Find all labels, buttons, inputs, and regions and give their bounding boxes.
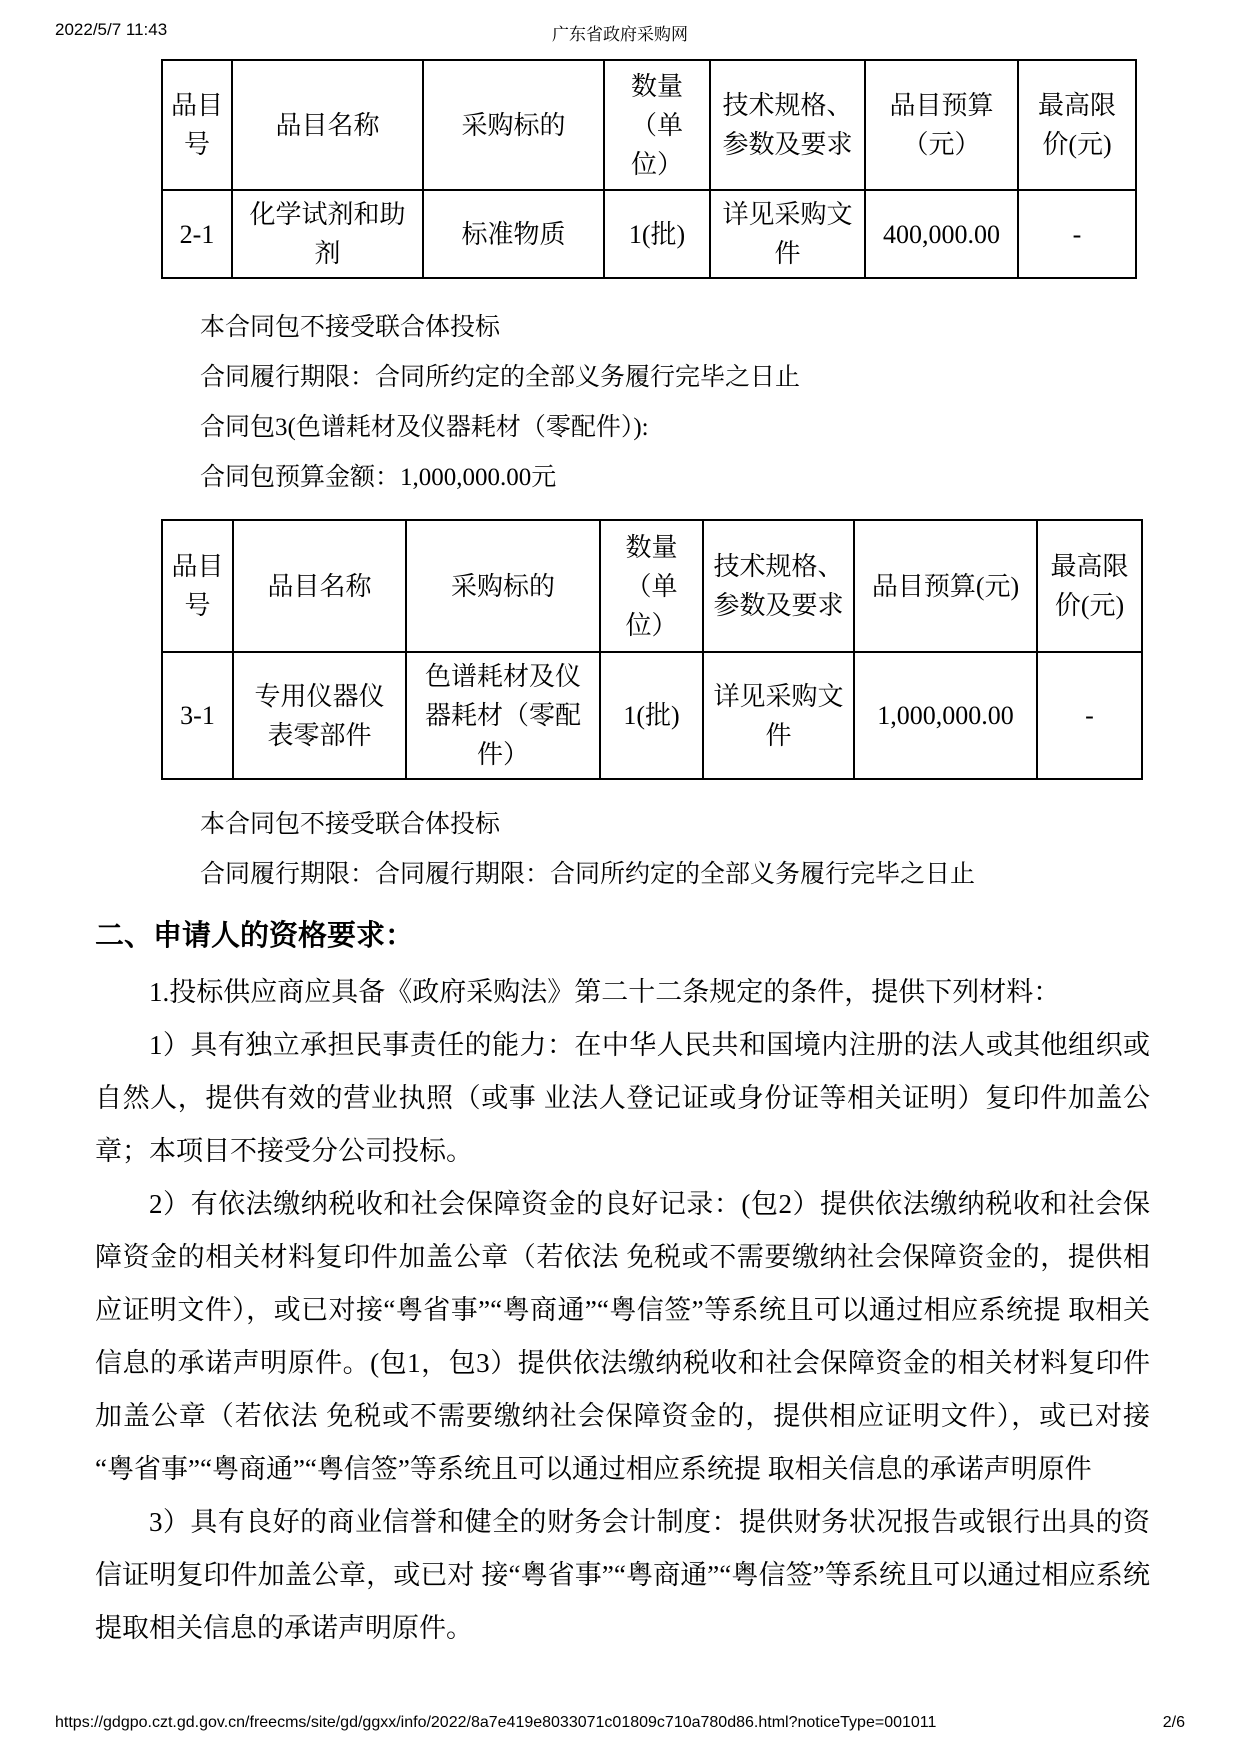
qualification-item-3: 3）具有良好的商业信誉和健全的财务会计制度：提供财务状况报告或银行出具的资信证明复印件加盖公章，或已对 接“粤省事”“粤商通”“粤信签”等系统且可以通过相应系统提取相关信息的承诺声明原件。 xyxy=(95,1507,1150,1643)
cell-item-name: 化学试剂和助剂 xyxy=(232,190,423,278)
package2-items-table xyxy=(161,59,1137,279)
qualification-intro: 1.投标供应商应具备《政府采购法》第二十二条规定的条件，提供下列材料： xyxy=(149,977,1061,1007)
col-header-budget: 品目预算（元） xyxy=(865,60,1018,190)
package2-notes xyxy=(55,303,1185,503)
cell-quantity: 1(批) xyxy=(604,190,710,278)
site-title: 广东省政府采购网 xyxy=(552,25,688,44)
qualification-requirements xyxy=(55,966,1185,1655)
col-header-specs: 技术规格、参数及要求 xyxy=(710,60,865,190)
section-heading-qualifications: 二、申请人的资格要求： xyxy=(95,920,415,952)
qualification-item-2: 2）有依法缴纳税收和社会保障资金的良好记录：(包2）提供依法缴纳税收和社会保障资金的相关材料复印件加盖公章（若依法 免税或不需要缴纳社会保障资金的，提供相应证明文件），或已对接“粤省事”“粤商通”“粤信签”等系统且可以通过相应系统提 取相关信息的承诺声明原件。(包1，包3）提供依法缴纳税收和社会保障资金的相关材料复印件加盖公章（若依法 免税或不需要缴纳社会保障资金的，提供相应证明文件），或已对接“粤省事”“粤商通”“粤信签”等系统且可以通过相应系统提 取相关信息的承诺声明原件 xyxy=(95,1189,1150,1484)
note-contract-term: 合同履行期限：合同履行期限：合同所约定的全部义务履行完毕之日止 xyxy=(200,861,976,888)
note-no-consortium-bidding: 本合同包不接受联合体投标 xyxy=(200,811,501,838)
cell-item-name: 专用仪器仪表零部件 xyxy=(233,652,406,779)
print-datetime: 2022/5/7 11:43 xyxy=(55,20,168,39)
cell-quantity: 1(批) xyxy=(600,652,703,779)
cell-specs: 详见采购文件 xyxy=(703,652,854,779)
package3-title: 合同包3(色谱耗材及仪器耗材（零配件）): xyxy=(200,414,649,441)
cell-item-no: 2-1 xyxy=(162,190,232,278)
col-header-price-cap: 最高限价(元) xyxy=(1018,60,1136,190)
table-row xyxy=(162,190,1136,278)
cell-budget: 400,000.00 xyxy=(865,190,1018,278)
col-header-specs: 技术规格、参数及要求 xyxy=(703,520,854,652)
cell-item-no: 3-1 xyxy=(162,652,233,779)
print-header xyxy=(55,0,1185,46)
col-header-budget: 品目预算(元) xyxy=(854,520,1037,652)
note-no-consortium-bidding: 本合同包不接受联合体投标 xyxy=(200,314,501,341)
page-number: 2/6 xyxy=(1162,1714,1185,1731)
col-header-item-name: 品目名称 xyxy=(233,520,406,652)
footer-url: https://gdgpo.czt.gd.gov.cn/freecms/site/gd/ggxx/info/2022/8a7e419e8033071c01809c710a780d86.html?noticeType=001011 xyxy=(55,1714,937,1731)
cell-price-cap: - xyxy=(1018,190,1136,278)
cell-procurement-target: 色谱耗材及仪器耗材（零配件） xyxy=(406,652,600,779)
table-row xyxy=(162,652,1142,779)
col-header-quantity: 数量（单位） xyxy=(604,60,710,190)
table-header-row xyxy=(162,60,1136,190)
qualification-item-1: 1）具有独立承担民事责任的能力：在中华人民共和国境内注册的法人或其他组织或自然人，提供有效的营业执照（或事 业法人登记证或身份证等相关证明）复印件加盖公章；本项目不接受分公司投标。 xyxy=(95,1030,1150,1166)
col-header-quantity: 数量（单位） xyxy=(600,520,703,652)
col-header-item-name: 品目名称 xyxy=(232,60,423,190)
print-footer xyxy=(55,1714,1185,1732)
package3-notes xyxy=(55,800,1185,900)
col-header-procurement-target: 采购标的 xyxy=(423,60,604,190)
package3-items-table xyxy=(161,519,1143,780)
col-header-item-no: 品目号 xyxy=(162,520,233,652)
cell-specs: 详见采购文件 xyxy=(710,190,865,278)
table-header-row xyxy=(162,520,1142,652)
package3-budget-amount: 合同包预算金额：1,000,000.00元 xyxy=(200,464,557,491)
cell-budget: 1,000,000.00 xyxy=(854,652,1037,779)
cell-procurement-target: 标准物质 xyxy=(423,190,604,278)
col-header-price-cap: 最高限价(元) xyxy=(1037,520,1142,652)
col-header-item-no: 品目号 xyxy=(162,60,232,190)
cell-price-cap: - xyxy=(1037,652,1142,779)
col-header-procurement-target: 采购标的 xyxy=(406,520,600,652)
note-contract-term: 合同履行期限：合同所约定的全部义务履行完毕之日止 xyxy=(200,364,801,391)
